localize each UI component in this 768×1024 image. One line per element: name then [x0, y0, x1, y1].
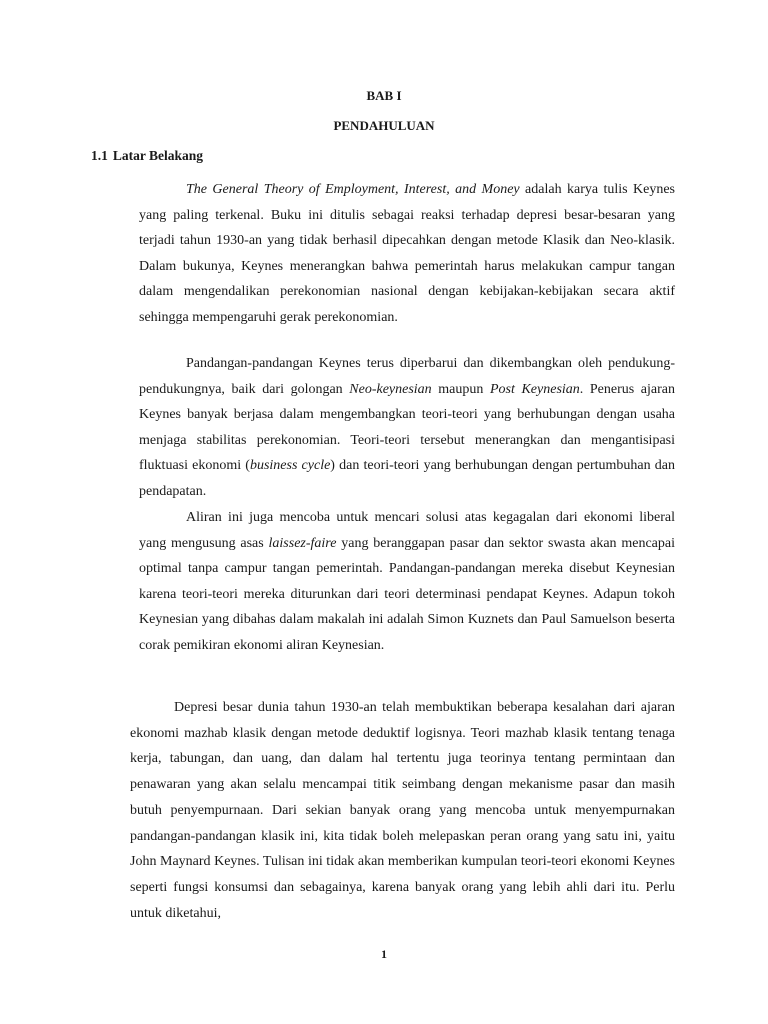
- chapter-title: PENDAHULUAN: [333, 118, 435, 133]
- term-business-cycle: business cycle: [249, 458, 331, 474]
- term-post-keynesian: Post Keynesian: [489, 381, 580, 397]
- paragraph-3: [139, 505, 675, 659]
- section-number: 1.1: [91, 148, 108, 163]
- section-heading: [91, 148, 203, 164]
- paragraph-2-text-d: ) dan teori-teori yang berhubungan dengan pertumbuhan dan pendapatan.: [139, 458, 675, 499]
- paragraph-1: [139, 177, 675, 331]
- paragraph-2: [139, 351, 675, 505]
- paragraph-2-text-b: maupun: [431, 381, 490, 397]
- section-title: Latar Belakang: [112, 148, 204, 163]
- paragraph-3-text-b: yang beranggapan pasar dan sektor swasta akan mencapai optimal tanpa campur tangan pemerintah. Pandangan-pandangan mereka disebut Keynesian karena teori-teori mereka diturunkan dari teori determinasi pendapat Keynes. Adapun tokoh Keynesian yang dibahas dalam makalah ini adalah Simon Kuznets dan Paul Samuelson beserta corak pemikiran ekonomi aliran Keynesian.: [139, 535, 675, 653]
- paragraph-4-text: Depresi besar dunia tahun 1930-an telah membuktikan beberapa kesalahan dari ajaran ekonomi mazhab klasik dengan metode deduktif logisnya. Teori mazhab klasik tentang tenaga kerja, tabungan, dan uang, dan dalam hal tertentu juga teorinya tentang permintaan dan penawaran yang akan selalu mencampai titik seimbang dengan mekanisme pasar dan masih butuh penyempurnaan. Dari sekian banyak orang yang mencoba untuk menyempurnakan pandangan-pandangan klasik ini, kita tidak boleh melepaskan peran orang yang satu ini, yaitu John Maynard Keynes. Tulisan ini tidak akan memberikan kumpulan teori-teori ekonomi Keynes seperti fungsi konsumsi dan sebagainya, karena banyak orang yang lebih ahli dari itu. Perlu untuk diketahui,: [130, 700, 675, 921]
- term-neo-keynesian: Neo-keynesian: [349, 381, 432, 397]
- paragraph-3-text-a: Aliran ini juga mencoba untuk mencari solusi atas kegagalan dari ekonomi liberal yang mengusung asas: [139, 510, 675, 551]
- term-laissez-faire: laissez-faire: [268, 535, 337, 551]
- page-number: 1: [381, 947, 387, 961]
- chapter-label: BAB I: [366, 88, 402, 103]
- paragraph-2-text-a: Pandangan-pandangan Keynes terus diperbarui dan dikembangkan oleh pendukung-pendukungnya, baik dari golongan: [139, 356, 675, 397]
- paragraph-2-text-c: . Penerus ajaran Keynes banyak berjasa dalam mengembangkan teori-teori yang berhubungan dengan usaha menjaga stabilitas perekonomian. Teori-teori tersebut menerangkan dan mengantisipasi fluktuasi ekonomi (: [139, 381, 675, 474]
- paragraph-1-text: adalah karya tulis Keynes yang paling terkenal. Buku ini ditulis sebagai reaksi terhadap depresi besar-besaran yang terjadi tahun 1930-an yang tidak berhasil dipecahkan dengan metode Klasik dan Neo-klasik. Dalam bukunya, Keynes menerangkan bahwa pemerintah harus melakukan campur tangan dalam mengendalikan perekonomian nasional dengan kebijakan-kebijakan secara aktif sehingga mempengaruhi gerak perekonomian.: [139, 182, 675, 325]
- paragraph-4: [130, 695, 675, 926]
- book-title: The General Theory of Employment, Interest, and Money: [186, 182, 520, 197]
